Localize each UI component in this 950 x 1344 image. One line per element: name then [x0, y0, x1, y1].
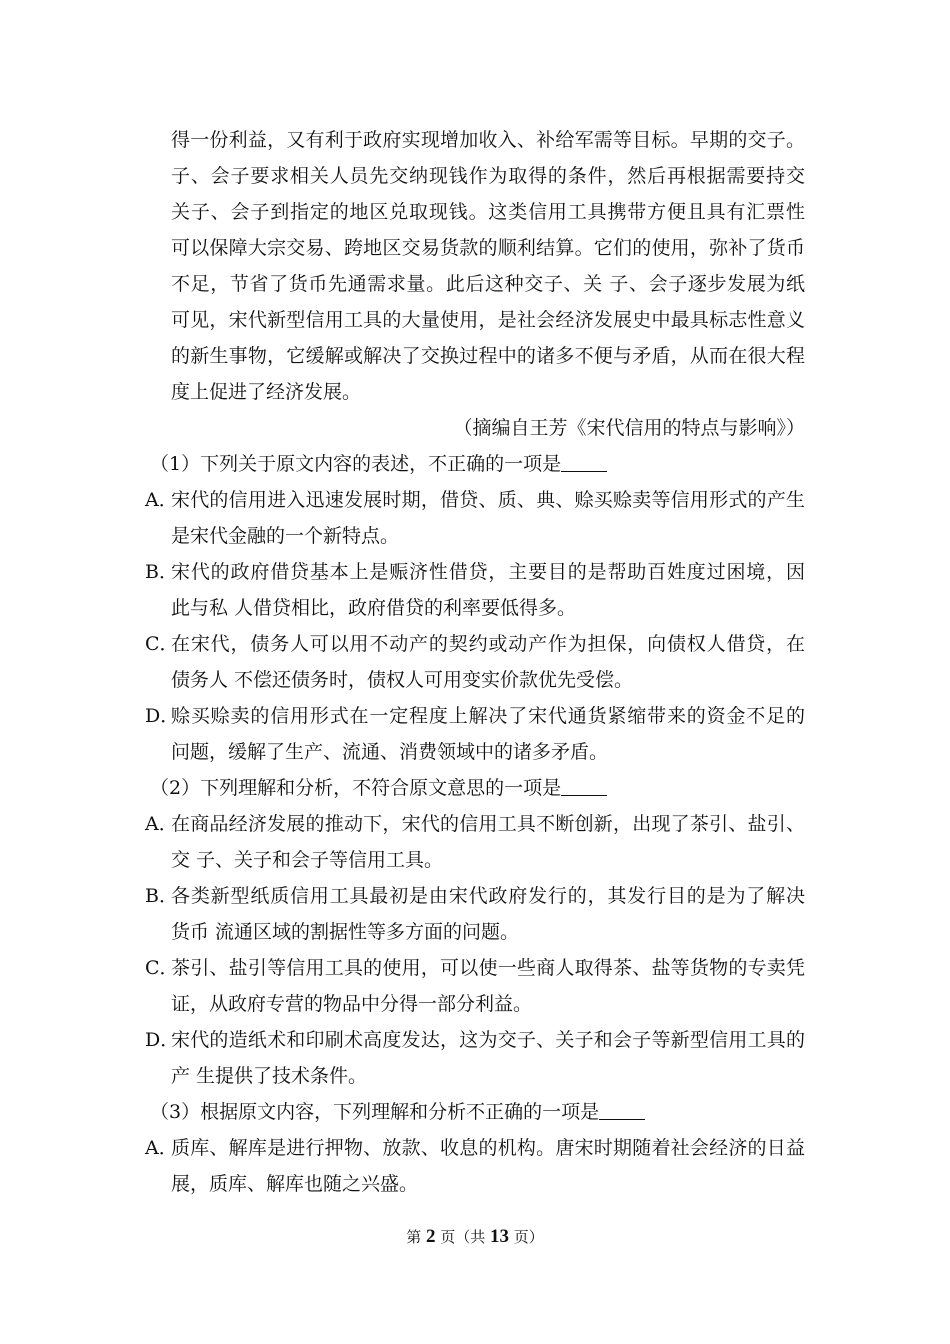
passage-line — [0, 374, 950, 410]
passage-text: 的新生事物，它缓解或解决了交换过程中的诸多不便与矛盾，从而在很大程 — [171, 345, 805, 367]
question-stem-text: （1）下列关于原文内容的表述，不正确的一项是 — [150, 453, 562, 475]
passage-line — [0, 338, 950, 374]
option-line — [0, 662, 950, 698]
question-stem — [150, 770, 607, 806]
passage-line — [0, 230, 950, 266]
option-line — [0, 482, 950, 518]
option-line — [0, 1022, 950, 1058]
footer-prefix: 第 — [406, 1228, 426, 1246]
option-line — [0, 734, 950, 770]
passage-line — [0, 302, 950, 338]
option-line — [0, 1058, 950, 1094]
question-stem-text: （2）下列理解和分析，不符合原文意思的一项是 — [150, 777, 562, 799]
source-citation-line — [0, 410, 950, 446]
passage — [0, 122, 950, 410]
option-text: 展，质库、解库也随之兴盛。 — [171, 1173, 419, 1195]
passage-text: 得一份利益，又有利于政府实现增加收入、补给军需等目标。早期的交子。 — [171, 129, 805, 151]
option-letter: B． — [145, 885, 178, 907]
question-stem — [150, 446, 607, 482]
option-line — [0, 842, 950, 878]
question-stem-line — [0, 770, 950, 806]
option-text: 宋代的信用进入迅速发展时期，借贷、质、典、赊买赊卖等信用形式的产生 — [171, 489, 805, 511]
document-body — [0, 122, 950, 1202]
option-text: 债务人 不偿还债务时，债权人可用变实价款优先受偿。 — [171, 669, 634, 691]
passage-text: 度上促进了经济发展。 — [171, 381, 362, 403]
option-text: 是宋代金融的一个新特点。 — [171, 525, 400, 547]
option-line — [0, 806, 950, 842]
passage-line — [0, 122, 950, 158]
passage-text: 不足，节省了货币先通需求量。此后这种交子、关 子、会子逐步发展为纸 — [171, 273, 805, 295]
footer-suffix: 页） — [509, 1228, 544, 1246]
option-text: 产 生提供了技术条件。 — [171, 1065, 368, 1087]
current-page-number: 2 — [425, 1226, 436, 1247]
option-letter: A． — [145, 813, 178, 835]
option-letter: C． — [145, 633, 179, 655]
page-footer — [0, 1226, 950, 1248]
passage-line — [0, 158, 950, 194]
option-line — [0, 986, 950, 1022]
total-pages: 13 — [490, 1226, 510, 1247]
passage-text: 可见，宋代新型信用工具的大量使用，是社会经济发展史中最具标志性意义 — [171, 309, 805, 331]
passage-line — [0, 194, 950, 230]
option-letter: D． — [145, 1029, 180, 1051]
option-line — [0, 518, 950, 554]
question-stem-text: （3）根据原文内容，下列理解和分析不正确的一项是 — [150, 1101, 600, 1123]
option-letter: A． — [145, 1137, 178, 1159]
footer-middle: 页（共 — [435, 1228, 491, 1246]
source-citation: （摘编自王芳《宋代信用的特点与影响》） — [453, 417, 805, 439]
option-text: 赊买赊卖的信用形式在一定程度上解决了宋代通货紧缩带来的资金不足的 — [171, 705, 805, 727]
option-letter: A． — [145, 489, 178, 511]
option-text: 交 子、关子和会子等信用工具。 — [171, 849, 444, 871]
option-text: 货币 流通区域的割据性等多方面的问题。 — [171, 921, 520, 943]
option-line — [0, 950, 950, 986]
option-line — [0, 1130, 950, 1166]
option-text: 质库、解库是进行押物、放款、收息的机构。唐宋时期随着社会经济的日益 — [171, 1137, 805, 1159]
option-line — [0, 1166, 950, 1202]
question-stem-line — [0, 1094, 950, 1130]
question-stem-line — [0, 446, 950, 482]
questions — [0, 446, 950, 1202]
option-letter: C． — [145, 957, 179, 979]
option-line — [0, 590, 950, 626]
option-text: 各类新型纸质信用工具最初是由宋代政府发行的，其发行目的是为了解决 — [171, 885, 805, 907]
option-text: 此与私 人借贷相比，政府借贷的利率要低得多。 — [171, 597, 577, 619]
answer-blank[interactable] — [561, 451, 607, 472]
option-line — [0, 914, 950, 950]
option-text: 在宋代，债务人可以用不动产的契约或动产作为担保，向债权人借贷，在 — [171, 633, 805, 655]
option-text: 茶引、盐引等信用工具的使用，可以使一些商人取得茶、盐等货物的专卖凭 — [171, 957, 805, 979]
option-line — [0, 554, 950, 590]
passage-text: 关子、会子到指定的地区兑取现钱。这类信用工具携带方便且具有汇票性 — [171, 201, 805, 223]
option-text: 在商品经济发展的推动下，宋代的信用工具不断创新，出现了茶引、盐引、 — [171, 813, 805, 835]
option-letter: B． — [145, 561, 178, 583]
option-line — [0, 626, 950, 662]
question-stem — [150, 1094, 645, 1130]
option-letter: D． — [145, 705, 180, 727]
option-text: 宋代的政府借贷基本上是赈济性借贷，主要目的是帮助百姓度过困境，因 — [171, 561, 805, 583]
option-line — [0, 698, 950, 734]
answer-blank[interactable] — [599, 1099, 645, 1120]
option-line — [0, 878, 950, 914]
passage-text: 可以保障大宗交易、跨地区交易货款的顺利结算。它们的使用，弥补了货币 — [171, 237, 805, 259]
option-text: 宋代的造纸术和印刷术高度发达，这为交子、关子和会子等新型信用工具的 — [171, 1029, 805, 1051]
option-text: 问题，缓解了生产、流通、消费领域中的诸多矛盾。 — [171, 741, 609, 763]
passage-line — [0, 266, 950, 302]
option-text: 证，从政府专营的物品中分得一部分利益。 — [171, 993, 533, 1015]
passage-text: 子、会子要求相关人员先交纳现钱作为取得的条件，然后再根据需要持交 — [171, 165, 805, 187]
answer-blank[interactable] — [561, 775, 607, 796]
